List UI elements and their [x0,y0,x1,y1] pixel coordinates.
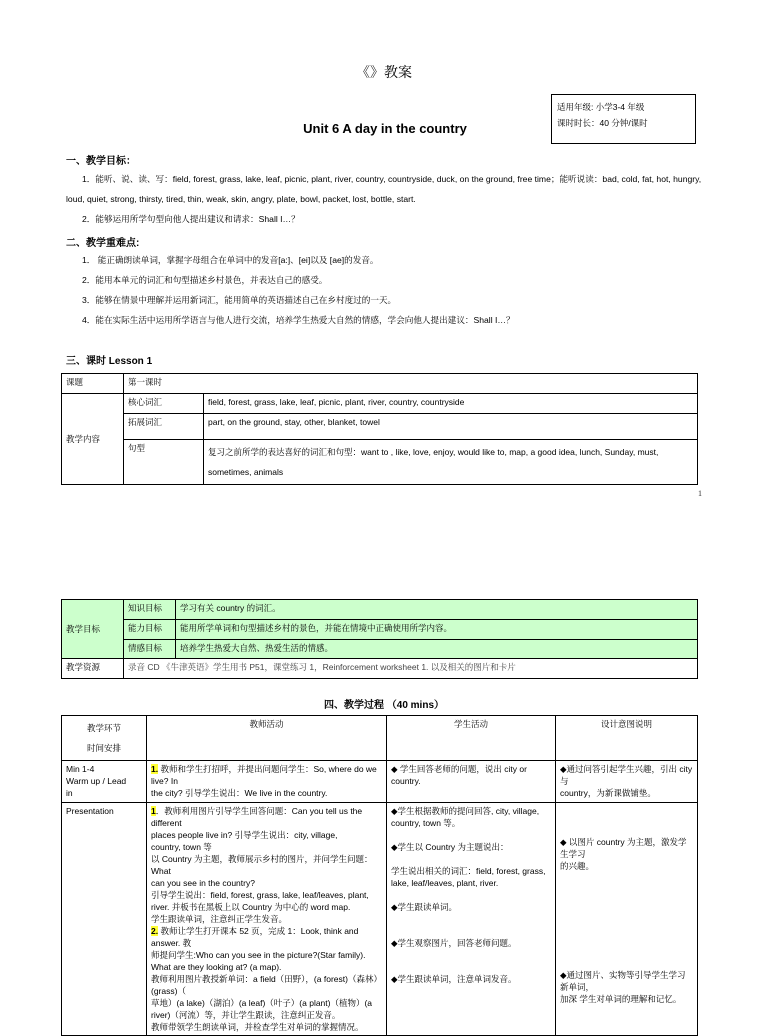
cell-line [151,889,382,901]
cell-line [151,841,382,853]
cell-line [391,961,551,973]
table-cell-group-label: 教学内容 [62,394,124,485]
cell-line [151,901,382,913]
header-cell-stage [62,716,147,761]
cell-text: What are they looking at? (a map). [151,962,282,972]
cell-line [391,913,551,925]
cell-line [151,1021,382,1033]
cell-line [151,805,382,829]
header-line: 时间安排 [86,743,121,753]
table-cell-student [387,761,556,803]
cell-line: country，为新课做铺垫。 [560,788,656,798]
cell-text: can you see in the country? [151,878,255,888]
cell-line: 复习之前所学的表达喜好的词汇和句型：want to , like, love, enjoy, would like to, map, a good idea, lunch, Sunday, must, [208,447,659,457]
cell-text: ◆学生以 Country 为主题说出： [391,842,509,852]
highlight-number: 1. [151,764,159,774]
cell-line [151,877,382,889]
highlight-number: 1 [151,806,156,816]
cell-text: 教师和学生打招呼，并提出问题问学生：So, where do we live? In [151,764,377,786]
cell-text: country, town 等 [151,842,212,852]
table-row [62,640,698,659]
info-box [551,94,696,144]
unit-title: Unit 6 A day in the country [303,121,467,136]
table-cell-student [387,803,556,1036]
cell-text: 教师让学生打开课本 52 页，完成 1：Look, think and answer. 教 [151,926,359,948]
cell-line: ◆通过问答引起学生兴趣，引出 city 与 [560,764,693,786]
cell-line [391,877,551,889]
table-cell: part, on the ground, stay, other, blanket, towel [204,414,698,440]
cell-text: ◆学生跟读单词，注意单词发音。 [391,974,517,984]
table-cell-teacher [147,761,387,803]
cell-text: 教师利用图片教授新单词：a field（田野），(a forest)（森林）(grass)（ [151,974,382,996]
cell-line: Warm up / Lead [66,776,127,786]
cell-line [391,865,551,877]
table-cell-teacher [147,803,387,1036]
cell-line: the city? 引导学生说出：We live in the country. [151,788,328,798]
table-cell [204,440,698,485]
cell-line [151,997,382,1009]
table-cell: 学习有关 country 的词汇。 [176,600,698,620]
table-cell: 录音 CD 《牛津英语》学生用书 P51，课堂练习 1，Reinforcement worksheet 1. 以及相关的图片和卡片 [124,659,698,679]
cell-line: ◆通过图片、实物等引导学生学习新单词， [560,970,686,992]
info-duration: 课时时长：40 分钟/课时 [557,118,648,128]
cell-text: 以 Country 为主题，教师展示乡村的图片，并问学生问题：What [151,854,373,876]
objectives-table [61,599,698,679]
cell-line [151,925,382,949]
cell-line: sometimes, animals [208,467,284,477]
table-row [62,600,698,620]
cell-text: 引导学生说出：field, forest, grass, lake, leaf/leaves, plant, [151,890,369,900]
cell-line [391,841,551,853]
table-cell-group-label: 教学目标 [62,600,124,659]
objectives-line-3: 2．能够运用所学句型向他人提出建议和请求：Shall I…？ [82,214,300,224]
cell-line [391,937,551,949]
objectives-line-2: loud, quiet, strong, thirsty, tired, thin, weak, skin, angry, plate, bowl, packet, lost, bottle, start. [66,194,416,204]
keypoints-line-4: 4．能在实际生活中运用所学语言与他人进行交流，培养学生热爱大自然的情感，学会向他人提出建议：Shall I…？ [82,315,515,325]
table-cell: 知识目标 [124,600,176,620]
header-cell-student: 学生活动 [387,716,556,761]
cell-text: lake, leaf/leaves, plant, river. [391,878,499,888]
cell-text: places people live in? 引导学生说出：city, village, [151,830,338,840]
table-cell: 核心词汇 [124,394,204,414]
cell-text: ．教师利用图片引导学生回答问题：Can you tell us the different [151,806,363,828]
objectives-heading: 一、教学目标： [66,156,136,167]
cell-line: Min 1-4 [66,764,95,774]
table-row [62,761,698,803]
cell-line [391,829,551,841]
table-cell: 教学资源 [62,659,124,679]
cell-text: ◆学生观察图片，回答老师问题。 [391,938,517,948]
table-cell: 课题 [62,374,124,394]
cell-line [391,901,551,913]
cell-line [151,829,382,841]
cell-line [391,817,551,829]
cell-line: 加深 学生对单词的理解和记忆。 [560,994,682,1004]
cell-line [391,973,551,985]
table-cell-stage [62,761,147,803]
table-row [62,659,698,679]
table-row [62,394,698,414]
cell-line: ◆ 学生回答老师的问题，说出 city or [391,764,527,774]
keypoints-line-2: 2．能用本单元的词汇和句型描述乡村景色，并表达自己的感受。 [82,275,328,285]
table-cell: 能力目标 [124,620,176,640]
procedure-table [61,715,698,1036]
info-grade: 适用年级: 小学3-4 年级 [557,102,645,112]
cell-line: in [66,788,73,798]
cell-line [391,853,551,865]
header-line: 教学环节 [86,723,121,733]
cell-text: country, town 等。 [391,818,461,828]
table-cell-stage: Presentation [62,803,147,1036]
cell-text: river)（河流）等，并让学生跟读，注意纠正发音。 [151,1010,341,1020]
table-row [62,803,698,1036]
cell-text: ◆学生跟读单词。 [391,902,458,912]
cell-line [151,853,382,877]
cell-line: country. [391,776,421,786]
page-number: 1 [698,489,702,498]
lesson-heading: 三、课时 Lesson 1 [66,356,153,367]
table-row [62,374,698,394]
cell-text: river. 并板书在黑板上以 Country 为中心的 word map. [151,902,351,912]
cell-line: ◆ 以图片 country 为主题，激发学生学习 [560,837,687,859]
cell-line [391,925,551,937]
cell-line: 的兴趣。 [560,861,595,871]
table-cell: 情感目标 [124,640,176,659]
cell-line [391,949,551,961]
cell-line [151,961,382,973]
cell-line [151,913,382,925]
table-cell-intent [556,761,698,803]
procedure-heading: 四、教学过程 （40 mins） [323,700,445,711]
cell-line [151,949,382,961]
cell-text: 学生说出相关的词汇：field, forest, grass, [391,866,546,876]
cell-line [391,889,551,901]
table-cell: 第一课时 [124,374,698,394]
book-title: 《》教案 [356,64,412,80]
cell-text: 草地）(a lake)（湖泊）(a leaf)（叶子）(a plant)（植物）(a [151,998,373,1008]
table-cell: 能用所学单词和句型描述乡村的景色，并能在情境中正确使用所学内容。 [176,620,698,640]
cell-text: 教师带领学生朗读单词，并检查学生对单词的掌握情况。 [151,1022,364,1032]
header-cell-teacher: 教师活动 [147,716,387,761]
keypoints-heading: 二、教学重难点: [66,238,140,249]
table-row [62,620,698,640]
cell-line [391,805,551,817]
cell-line [151,973,382,997]
objectives-line-1: 1．能听、说、读、写：field, forest, grass, lake, leaf, picnic, plant, river, country, countryside, duck, on the ground, free time；能听说读：bad, cold, fat, hot, hungry, [82,174,702,184]
table-cell: 拓展词汇 [124,414,204,440]
keypoints-line-1: 1． 能正确朗读单词，掌握字母组合在单词中的发音[a:]、[ei]以及 [ae]的发音。 [82,255,379,265]
cell-line [151,1009,382,1021]
table-row [62,414,698,440]
table-cell: 培养学生热爱大自然、热爱生活的情感。 [176,640,698,659]
table-cell-intent [556,803,698,1036]
table-header-row [62,716,698,761]
cell-line [151,763,382,787]
cell-text: 学生跟读单词，注意纠正学生发音。 [151,914,288,924]
cell-text: 师提问学生:Who can you see in the picture?(Star family). [151,950,366,960]
highlight-number: 2. [151,926,159,936]
lesson-content-table [61,373,698,485]
cell-text: ◆学生根据教师的提问回答, city, village, [391,806,540,816]
table-row [62,440,698,485]
keypoints-line-3: 3．能够在情景中理解并运用新词汇，能用简单的英语描述自己在乡村度过的一天。 [82,295,397,305]
table-cell: 句型 [124,440,204,485]
header-cell-intent: 设计意图说明 [556,716,698,761]
table-cell: field, forest, grass, lake, leaf, picnic, plant, river, country, countryside [204,394,698,414]
